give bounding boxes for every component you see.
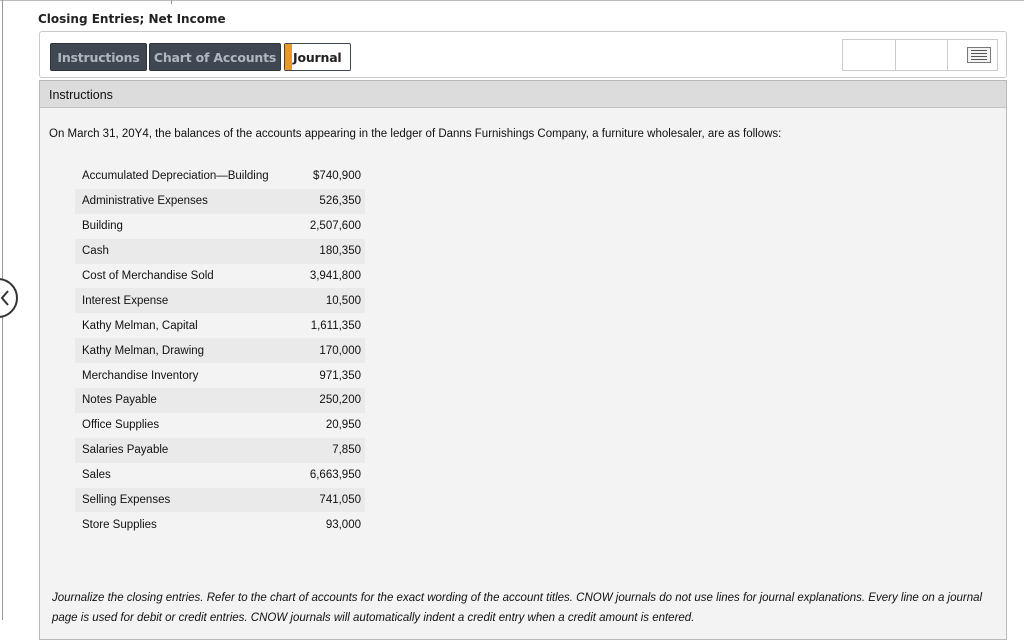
toolbar-box	[842, 39, 998, 71]
account-row	[75, 438, 365, 463]
account-amount: 170,000	[301, 338, 365, 363]
account-row	[75, 363, 365, 388]
toolbar-separator	[947, 40, 948, 70]
account-name: Interest Expense	[75, 288, 301, 313]
account-name: Office Supplies	[82, 419, 160, 432]
account-row	[75, 413, 365, 438]
chevron-left-icon[interactable]	[0, 278, 18, 318]
panel-header: Instructions	[40, 81, 1006, 108]
account-amount: 180,350	[301, 239, 365, 264]
account-row	[75, 288, 365, 313]
account-row	[75, 164, 365, 189]
account-amount: 971,350	[319, 369, 361, 382]
account-row	[75, 189, 365, 214]
accounts-table	[75, 164, 365, 537]
account-name: Cost of Merchandise Sold	[82, 270, 214, 282]
account-row	[75, 463, 365, 488]
account-name: Cash	[75, 239, 301, 264]
account-amount: 6,663,950	[309, 469, 361, 482]
active-tab-marker	[285, 44, 292, 70]
account-amount: 2,507,600	[309, 220, 361, 233]
toolbar-separator	[895, 40, 896, 70]
account-name: Merchandise Inventory	[82, 369, 199, 382]
page-title: Closing Entries; Net Income	[38, 12, 226, 26]
tab-journal[interactable]	[284, 43, 351, 71]
account-amount: 741,050	[301, 488, 365, 513]
account-row	[75, 338, 365, 363]
account-name: Notes Payable	[75, 388, 301, 413]
instructions-panel	[39, 80, 1007, 640]
account-name: Building	[82, 220, 123, 233]
account-amount: $740,900	[313, 170, 361, 183]
account-name: Store Supplies	[82, 518, 157, 531]
account-amount: 3,941,800	[309, 270, 361, 282]
account-name: Sales	[82, 469, 111, 482]
account-amount: 93,000	[325, 518, 361, 531]
intro-text: On March 31, 20Y4, the balances of the accounts appearing in the ledger of Danns Furnishings Company, a furniture wholesaler, are as follows:	[49, 128, 782, 140]
account-row	[75, 239, 365, 264]
instructions-footnote: Journalize the closing entries. Refer to the chart of accounts for the exact wording of the account titles. CNOW journals do not use lines for journal explanations. Every line on a journal page is used for debit or credit entries. CNOW journals will automatically indent a credit entry when a credit amount is entered.	[52, 592, 983, 624]
account-name: Administrative Expenses	[75, 189, 301, 214]
menu-lines-icon[interactable]	[967, 47, 991, 63]
account-row	[75, 264, 365, 289]
account-row	[75, 214, 365, 239]
account-row	[75, 488, 365, 513]
account-name: Kathy Melman, Drawing	[75, 338, 301, 363]
account-row	[75, 388, 365, 413]
account-amount: 7,850	[301, 438, 365, 463]
account-amount: 10,500	[301, 288, 365, 313]
tab-instructions[interactable]: Instructions	[50, 43, 147, 71]
tab-bar	[39, 31, 1007, 78]
account-amount: 1,611,350	[310, 319, 361, 332]
account-name: Kathy Melman, Capital	[82, 319, 198, 332]
account-name: Accumulated Depreciation—Building	[82, 170, 269, 183]
account-name: Salaries Payable	[75, 438, 301, 463]
tab-journal-label: Journal	[293, 49, 342, 65]
account-amount: 526,350	[301, 189, 365, 214]
top-tick	[171, 0, 172, 4]
account-row	[75, 512, 365, 537]
tab-chart-of-accounts[interactable]: Chart of Accounts	[149, 43, 281, 71]
account-row	[75, 313, 365, 338]
top-rule	[0, 0, 1024, 1]
account-amount: 250,200	[301, 388, 365, 413]
account-amount: 20,950	[325, 419, 361, 432]
account-name: Selling Expenses	[75, 488, 301, 513]
